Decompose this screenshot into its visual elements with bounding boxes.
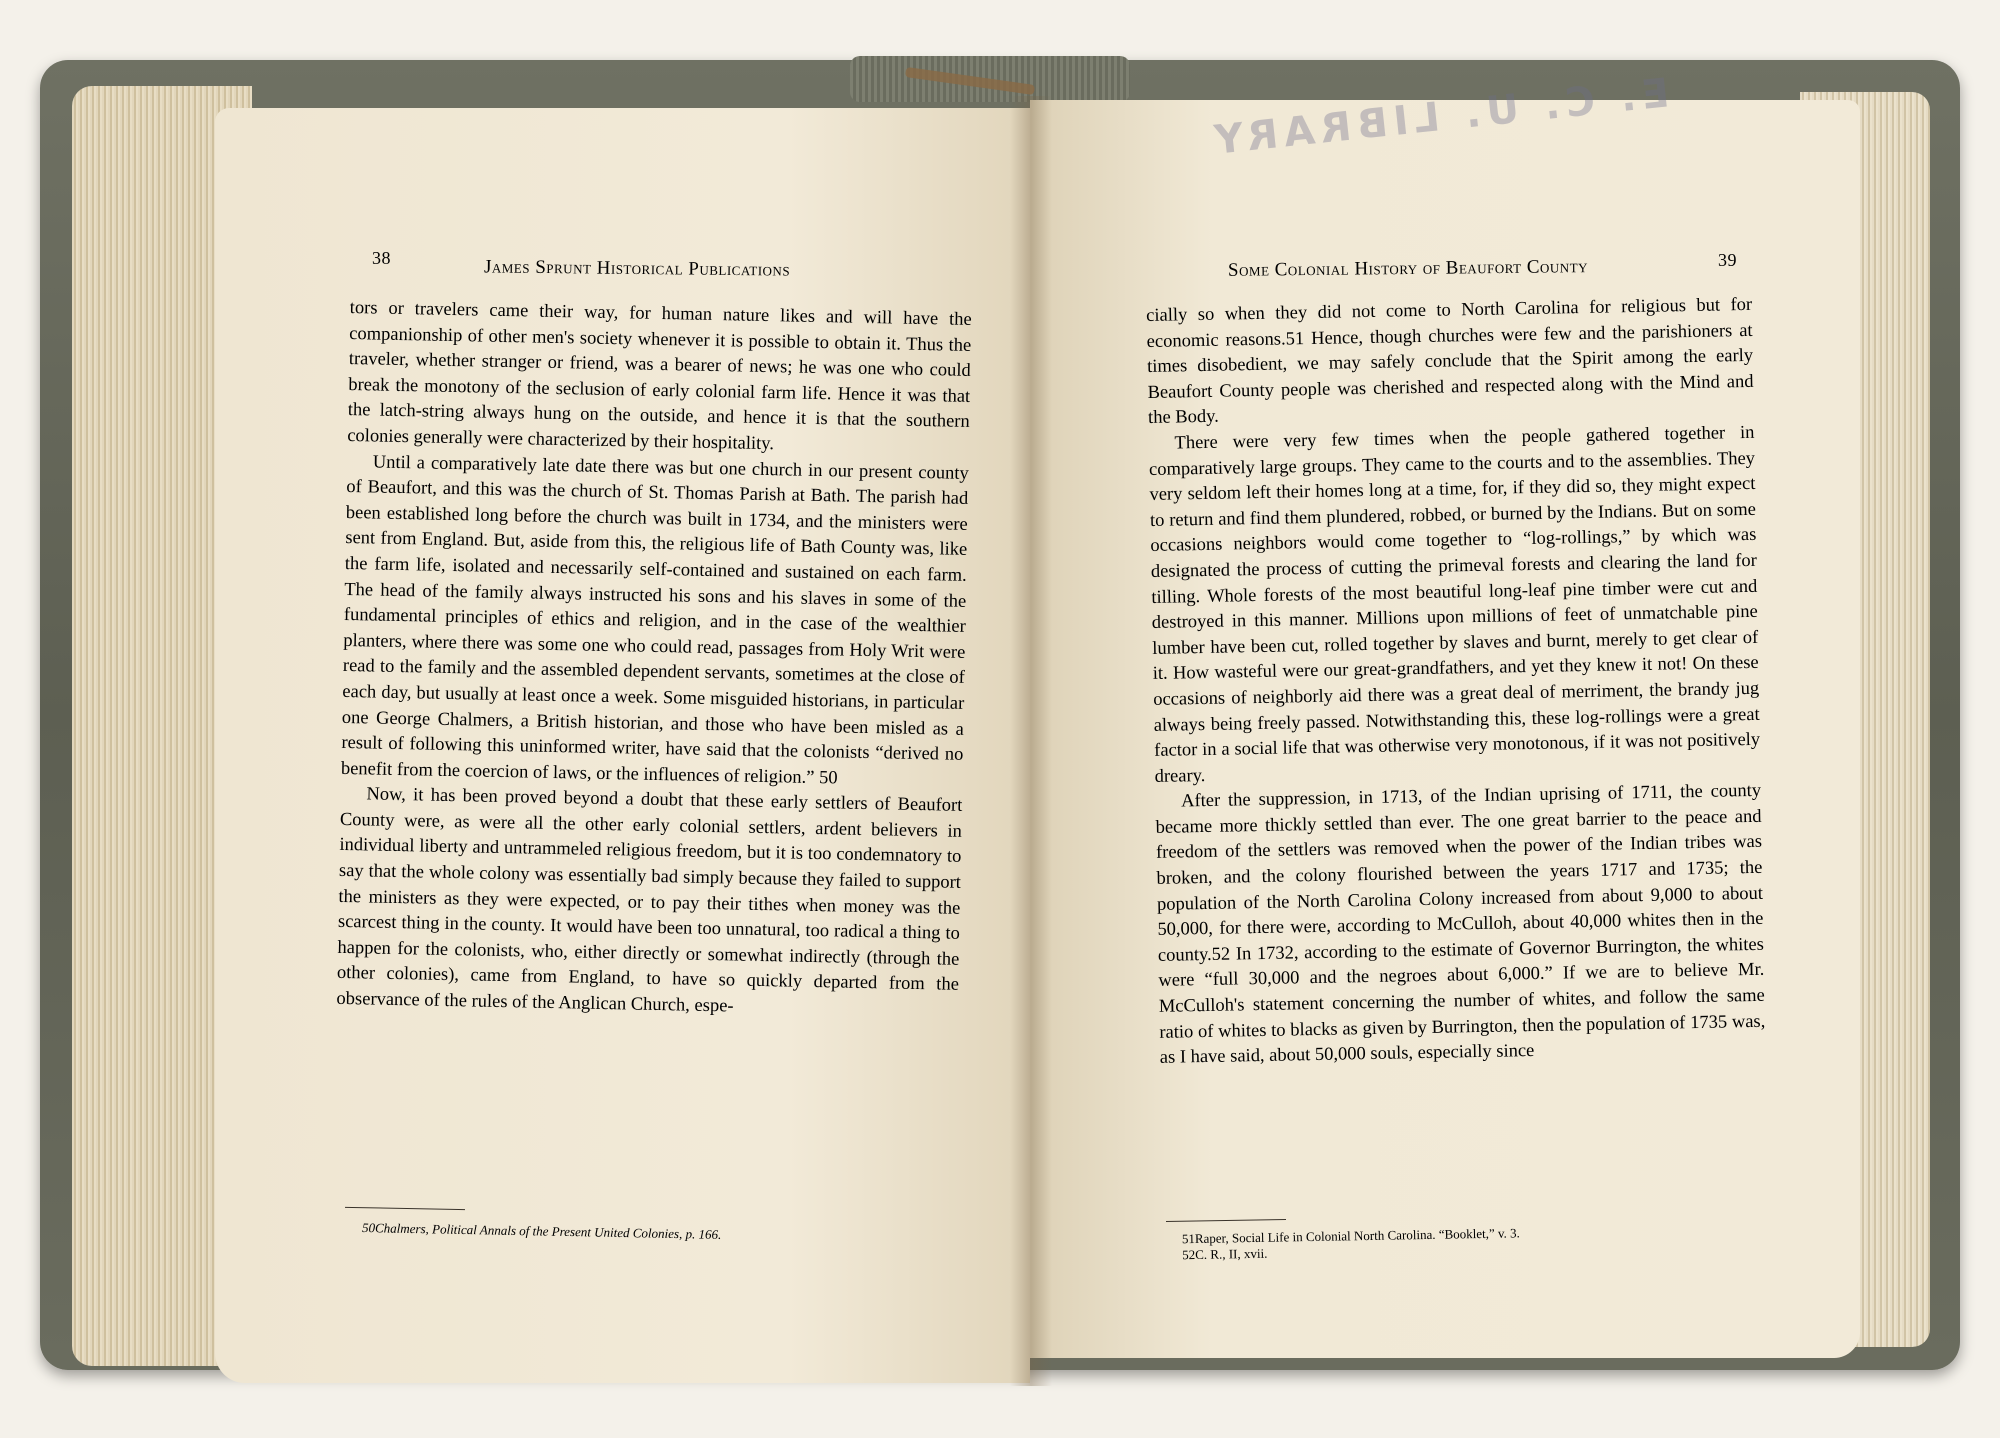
book-gutter (1010, 96, 1052, 1386)
right-footnote-51: 51Raper, Social Life in Colonial North Carolina. “Booklet,” v. 3. (1181, 1225, 1520, 1247)
right-page-number: 39 (1718, 250, 1737, 270)
library-stamp: E. C. U. LIBRARY (1206, 70, 1672, 165)
right-running-head: Some Colonial History of Beaufort County (1227, 256, 1589, 281)
left-paragraph-1: tors or travelers came their way, for human nature likes and will have the companionship of other men's society whenever it is possible to obtain it. Thus the traveler, whether stranger or friend, was a bearer of news; he was one who could break the monotony of the seclusion of early colonial farm life. Hence it was that the latch-string always hung on the outside, and hence it is that the southern colonies generally were characterized by their hospitality. (347, 297, 972, 455)
left-page-number: 38 (372, 248, 391, 268)
right-page-body (1146, 293, 1766, 1072)
left-page-body (336, 296, 972, 1024)
left-footnote: 50Chalmers, Political Annals of the Present United Colonies, p. 166. (361, 1220, 722, 1242)
right-footnote-52: 52C. R., II, xvii. (1182, 1245, 1268, 1263)
left-paragraph-2: Until a comparatively late date there was but one church in our present county of Beaufort, and this was the church of St. Thomas Parish at Bath. The parish had been established long before the church was built in 1734, and the ministers were sent from England. But, aside from this, the religious life of Bath County was, like the farm life, isolated and necessarily self-contained and sustained on each farm. The head of the family always instructed his sons and his slaves in some of the fundamental principles of ethics and religion, and in the case of the wealthier planters, where there was some one who could read, passages from Holy Writ were read to the family and the assembled dependent servants, sometimes at the close of each day, but usually at least once a week. Some misguided historians, in particular one George Chalmers, a British historian, and those who have been misled as a result of following this uninformed writer, have said that the colonists “derived no benefit from the coercion of laws, or the influences of religion.” 50 (340, 452, 969, 789)
right-paragraph-1: cially so when they did not come to North Carolina for religious but for economic reasons.51 Hence, though churches were few and the parishioners at times disobedient, we may safely conclude that the Spirit among the early Beaufort County people was cherished and respected along with the Mind and the Body. (1146, 294, 1754, 429)
left-paragraph-3: Now, it has been proved beyond a doubt that these early settlers of Beaufort County were, as were all the other early colonial settlers, ardent believers in individual liberty and untrammeled religious freedom, but it is too condemnatory to say that the whole colony was essentially bad simply because they failed to support the ministers as they were expected, or to pay their tithes when money was the scarcest thing in the county. It would have been too unnatural, too radical a thing to happen for the colonists, who, either directly or somewhat indirectly (through the other colonies), came from England, to have so quickly departed from the observance of the rules of the Anglican Church, espe- (336, 784, 963, 1017)
right-paragraph-3: After the suppression, in 1713, of the Indian uprising of 1711, the county became more thickly settled than ever. The one great barrier to the peace and freedom of the settlers was removed when the power of the Indian tribes was broken, and the colony flourished between the years 1717 and 1735; the population of the North Carolina Colony increased from about 9,000 to about 50,000, for there were, according to McCulloh, about 40,000 whites then in the county.52 In 1732, according to the estimate of Governor Burrington, the whites were “full 30,000 and the negroes about 6,000.” If we are to believe Mr. McCulloh's statement concerning the number of whites, and follow the same ratio of whites to blacks as given by Burrington, then the population of 1735 was, as I have said, about 50,000 souls, especially since (1155, 781, 1766, 1069)
right-paragraph-2: There were very few times when the people gathered together in comparatively large groups. They came to the courts and to the assemblies. They very seldom left their homes long at a time, for, if they did so, they might expect to return and find them plundered, robbed, or burned by the Indians. But on some occasions neighbors would come together to “log-rollings,” by which was designated the process of cutting the primeval forests and clearing the land for tilling. Whole forests of the most beautiful long-leaf pine timber were cut and destroyed in this manner. Millions upon millions of feet of unmatchable pine lumber have been cut, rolled together by slaves and burnt, merely to get clear of it. How wasteful were our great-grandfathers, and yet they knew it not! On these occasions of neighborly aid there was a great deal of merriment, the brandy jug always being freely passed. Notwithstanding this, these log-rollings were a great factor in a social life that was otherwise very monotonous, if it was not positively dreary. (1148, 422, 1761, 787)
left-running-head: James Sprunt Historical Publications (483, 256, 791, 281)
